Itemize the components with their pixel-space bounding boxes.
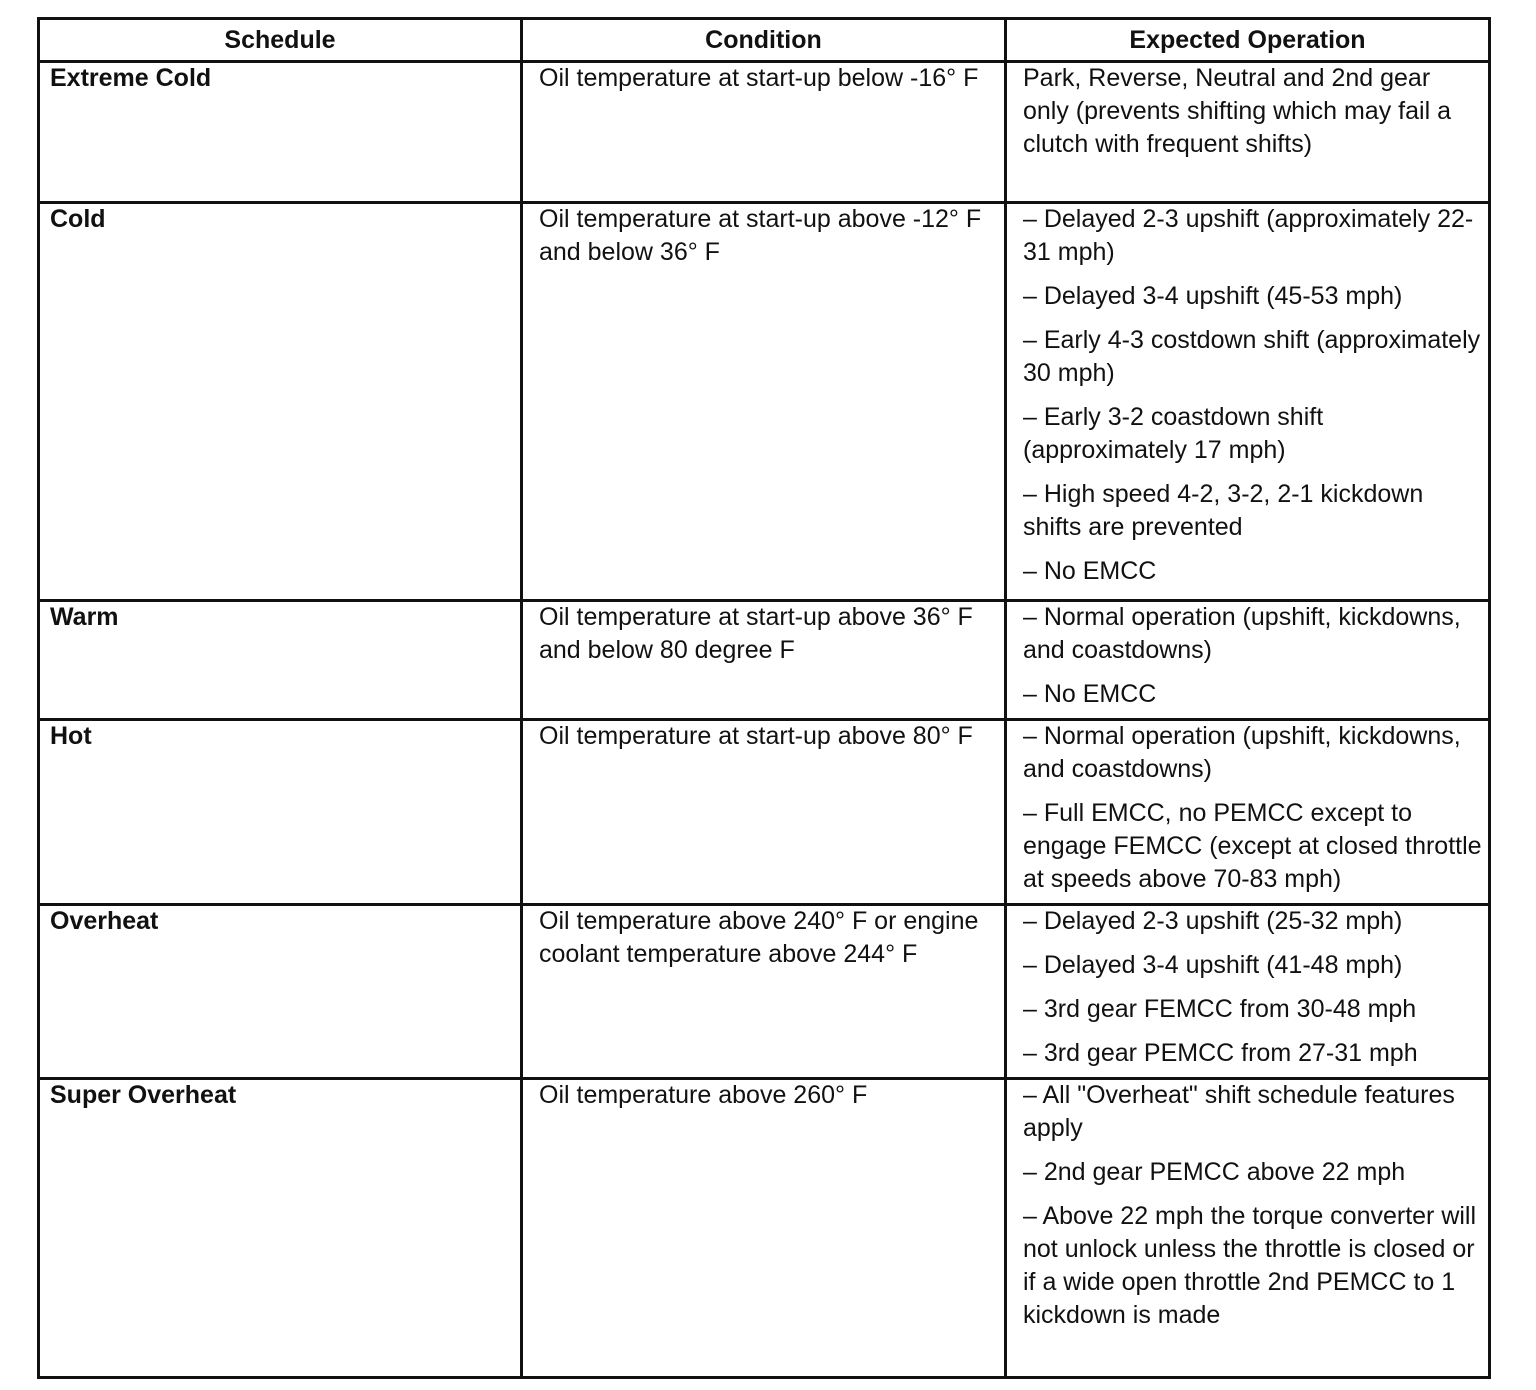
condition-cell: [522, 62, 1006, 203]
condition-cell: [522, 905, 1006, 1079]
table-row: [39, 1079, 1490, 1378]
operation-item: – Delayed 2-3 upshift (25-32 mph): [1023, 907, 1403, 935]
expected-operation-cell: [1006, 905, 1490, 1079]
condition-text: Oil temperature at start-up above 36° F and below 80 degree F: [539, 603, 973, 664]
schedule-cell: [39, 720, 522, 905]
condition-text: Oil temperature at start-up above 80° F: [539, 722, 973, 750]
operation-item: – Early 4-3 costdown shift (approximately 30 mph): [1023, 326, 1481, 387]
schedule-name: Hot: [50, 722, 92, 750]
table-body: [39, 62, 1490, 1378]
condition-cell: [522, 601, 1006, 720]
operation-item: – No EMCC: [1023, 680, 1157, 708]
operation-item: – Delayed 3-4 upshift (41-48 mph): [1023, 951, 1403, 979]
operation-item: – Delayed 2-3 upshift (approximately 22-31 mph): [1023, 205, 1474, 266]
schedule-cell: [39, 62, 522, 203]
table-row: [39, 720, 1490, 905]
table-row: [39, 601, 1490, 720]
operation-item: – Full EMCC, no PEMCC except to engage FEMCC (except at closed throttle at speeds above 70-83 mph): [1023, 799, 1482, 893]
operation-item: – 3rd gear FEMCC from 30-48 mph: [1023, 995, 1417, 1023]
expected-operation-cell: [1006, 203, 1490, 601]
operation-item: – High speed 4-2, 3-2, 2-1 kickdown shifts are prevented: [1023, 480, 1424, 541]
operation-item: – All "Overheat" shift schedule features apply: [1023, 1081, 1455, 1142]
condition-cell: [522, 720, 1006, 905]
condition-text: Oil temperature above 260° F: [539, 1081, 868, 1109]
schedule-cell: [39, 203, 522, 601]
schedule-name: Extreme Cold: [50, 64, 212, 92]
table-row: [39, 62, 1490, 203]
operation-item: – 2nd gear PEMCC above 22 mph: [1023, 1158, 1406, 1186]
schedule-name: Warm: [50, 603, 119, 631]
operation-item: – Normal operation (upshift, kickdowns, and coastdowns): [1023, 722, 1461, 783]
expected-operation-cell: [1006, 1079, 1490, 1378]
schedule-cell: [39, 601, 522, 720]
operation-item: – Above 22 mph the torque converter will not unlock unless the throttle is closed or if a wide open throttle 2nd PEMCC to 1 kickdown is made: [1023, 1202, 1477, 1329]
operation-item: – Normal operation (upshift, kickdowns, and coastdowns): [1023, 603, 1461, 664]
expected-operation-cell: [1006, 601, 1490, 720]
schedule-name: Super Overheat: [50, 1081, 237, 1109]
schedule-name: Cold: [50, 205, 106, 233]
header-row: [39, 19, 1490, 62]
operation-item: – Early 3-2 coastdown shift (approximately 17 mph): [1023, 403, 1324, 464]
condition-cell: [522, 203, 1006, 601]
condition-text: Oil temperature at start-up below -16° F: [539, 64, 979, 92]
operation-item: – No EMCC: [1023, 557, 1157, 585]
schedule-cell: [39, 905, 522, 1079]
condition-text: Oil temperature above 240° F or engine coolant temperature above 244° F: [539, 907, 979, 968]
operation-item: – Delayed 3-4 upshift (45-53 mph): [1023, 282, 1403, 310]
shift-schedule-table: [37, 17, 1491, 1379]
column-header-schedule: Schedule: [39, 19, 522, 62]
expected-operation-cell: [1006, 62, 1490, 203]
column-header-condition: Condition: [522, 19, 1006, 62]
table-row: [39, 203, 1490, 601]
operation-item: Park, Reverse, Neutral and 2nd gear only (prevents shifting which may fail a clutch with frequent shifts): [1023, 64, 1451, 158]
expected-operation-cell: [1006, 720, 1490, 905]
table-header: [39, 19, 1490, 62]
schedule-name: Overheat: [50, 907, 159, 935]
condition-text: Oil temperature at start-up above -12° F and below 36° F: [539, 205, 982, 266]
condition-cell: [522, 1079, 1006, 1378]
operation-item: – 3rd gear PEMCC from 27-31 mph: [1023, 1039, 1418, 1067]
schedule-cell: [39, 1079, 522, 1378]
column-header-expected-operation: Expected Operation: [1006, 19, 1490, 62]
table-row: [39, 905, 1490, 1079]
